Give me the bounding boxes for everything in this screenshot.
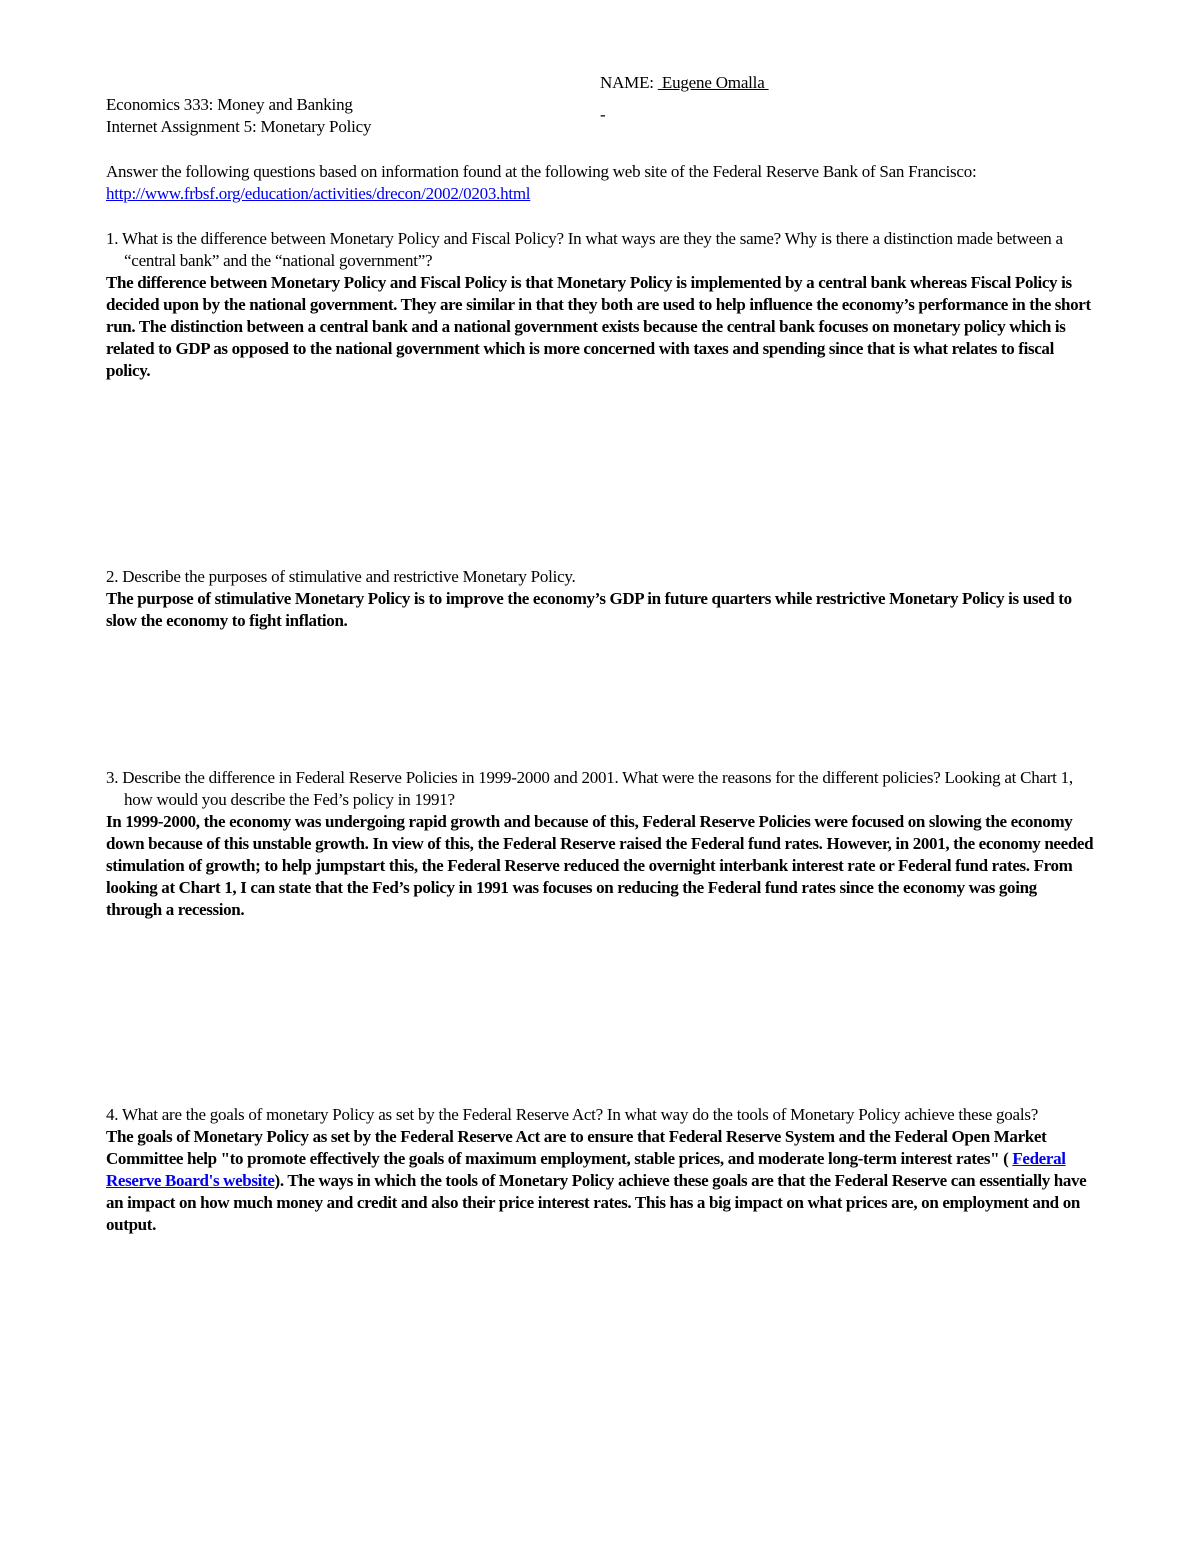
frbsf-link[interactable]: http://www.frbsf.org/education/activities/drecon/2002/0203.html	[106, 184, 531, 203]
question-2-text: 2. Describe the purposes of stimulative and restrictive Monetary Policy.	[106, 567, 576, 586]
question-2	[106, 566, 1096, 632]
name-line	[600, 72, 769, 94]
answer-4-text	[106, 1126, 1096, 1236]
answer-4-part2: ). The ways in which the tools of Monetary Policy achieve these goals are that the Federal Reserve can essentially have an impact on how much money and credit and also their price interest rates. This has a big impact on what prices are, on employment and on output.	[106, 1171, 1087, 1234]
course-title: Economics 333: Money and Banking	[106, 95, 353, 114]
question-3-text: 3. Describe the difference in Federal Reserve Policies in 1999-2000 and 2001. What were the reasons for the different policies? Looking at Chart 1, how would you describe the Fed’s policy in 1991?	[106, 768, 1073, 809]
name-dash: -	[600, 105, 606, 124]
answer-3-text: In 1999-2000, the economy was undergoing rapid growth and because of this, Federal Reserve Policies were focused on slowing the economy down because of this unstable growth. In view of this, the Federal Reserve raised the Federal fund rates. However, in 2001, the economy needed stimulation of growth; to help jumpstart this, the Federal Reserve reduced the overnight interbank interest rate or Federal fund rates. From looking at Chart 1, I can state that the Fed’s policy in 1991 was focuses on reducing the Federal fund rates since the economy was going through a recession.	[106, 812, 1094, 919]
answer-2-text: The purpose of stimulative Monetary Policy is to improve the economy’s GDP in future quarters while restrictive Monetary Policy is used to slow the economy to fight inflation.	[106, 589, 1072, 630]
question-1-text: 1. What is the difference between Monetary Policy and Fiscal Policy? In what ways are they the same? Why is there a distinction made between a “central bank” and the “national government”?	[106, 229, 1063, 270]
federal-reserve-board-link[interactable]: Federal Reserve Board's website	[106, 1149, 1066, 1190]
course-header	[106, 94, 371, 138]
answer-1-text: The difference between Monetary Policy and Fiscal Policy is that Monetary Policy is implemented by a central bank whereas Fiscal Policy is decided upon by the national government. They are similar in that they both are used to help influence the economy’s performance in the short run. The distinction between a central bank and a national government exists because the central bank focuses on monetary policy which is related to GDP as opposed to the national government which is more concerned with taxes and spending since that is what relates to fiscal policy.	[106, 273, 1091, 380]
question-1	[106, 228, 1096, 382]
question-4-text: 4. What are the goals of monetary Policy as set by the Federal Reserve Act? In what way do the tools of Monetary Policy achieve these goals?	[106, 1105, 1038, 1124]
name-label: NAME:	[600, 73, 654, 92]
question-4	[106, 1104, 1096, 1236]
intro-paragraph	[106, 161, 1096, 205]
assignment-title: Internet Assignment 5: Monetary Policy	[106, 117, 372, 136]
name-value: Eugene Omalla	[657, 73, 769, 92]
intro-text: Answer the following questions based on information found at the following web site of the Federal Reserve Bank of San Francisco:	[106, 162, 977, 181]
answer-4-part1: The goals of Monetary Policy as set by the Federal Reserve Act are to ensure that Federal Reserve System and the Federal Open Market Committee help "to promote effectively the goals of maximum employment, stable prices, and moderate long-term interest rates" (	[106, 1127, 1047, 1168]
question-3	[106, 767, 1096, 921]
